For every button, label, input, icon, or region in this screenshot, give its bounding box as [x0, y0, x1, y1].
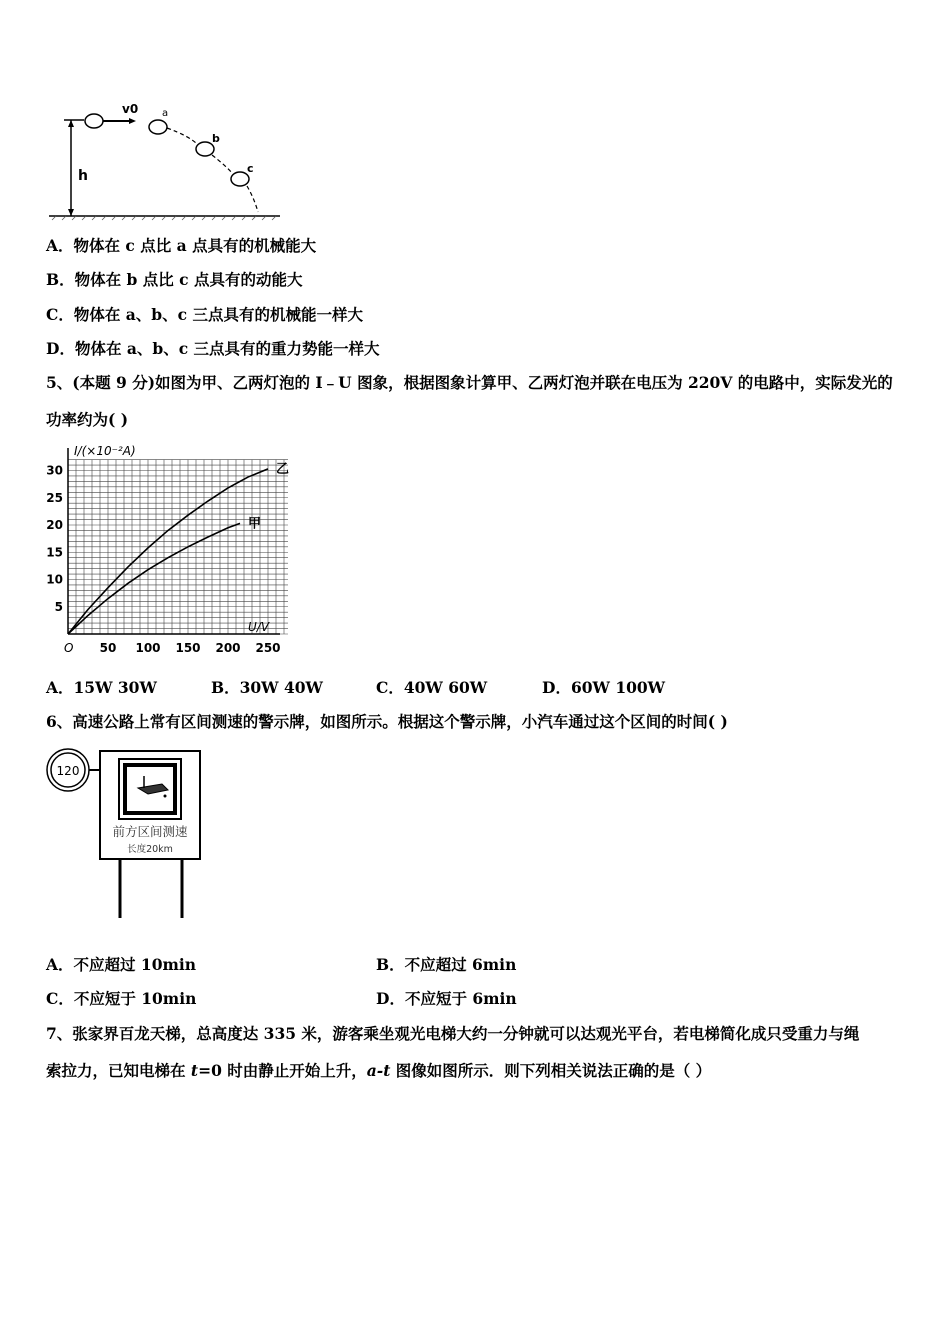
q7-text-line1: 7、张家界百龙天梯，总高度达 335 米，游客乘坐观光电梯大约一分钟就可以达观光平台，若电梯简化成只受重力与绳	[46, 1024, 860, 1043]
q7-text-part1: 索拉力，已知电梯在	[46, 1061, 191, 1080]
y-tick-label: 10	[46, 572, 63, 587]
point-a-label: a	[162, 108, 169, 119]
point-c-label: c	[247, 162, 254, 175]
y-tick-label: 20	[46, 518, 63, 532]
q6-option-c: C．不应短于 10min	[46, 989, 197, 1008]
q4-option-b: B．物体在 b 点比 c 点具有的动能大	[46, 270, 303, 289]
q5-option-b: B．30W 40W	[211, 678, 323, 697]
x-tick-label: 250	[255, 641, 281, 655]
q4-option-d: D．物体在 a、b、c 三点具有的重力势能一样大	[46, 339, 380, 358]
q7-var-at: a-t	[366, 1061, 391, 1080]
q7-var-t: t	[190, 1061, 199, 1080]
q6-text: 6、高速公路上常有区间测速的警示牌，如图所示。根据这个警示牌，小汽车通过这个区间的时间( )	[46, 712, 728, 731]
speed-limit-value: 120	[56, 764, 80, 778]
q7-text-line2	[46, 1061, 711, 1081]
series-label-1: 乙	[276, 461, 290, 477]
iu-chart	[40, 440, 290, 660]
point-b-label: b	[212, 132, 220, 145]
chart-xlabel: U/V	[248, 620, 270, 634]
x-tick-label: 200	[215, 641, 241, 655]
projectile-figure	[44, 100, 284, 222]
y-tick-label: 15	[46, 545, 63, 560]
q5-option-c: C．40W 60W	[376, 678, 488, 697]
q5-option-d: D．60W 100W	[542, 678, 666, 697]
speed-sign-figure	[44, 744, 214, 922]
series-line-1	[68, 469, 268, 634]
x-tick-label: 150	[175, 641, 201, 655]
q7-text-part3: 图像如图所示．则下列相关说法正确的是（ ）	[390, 1061, 712, 1080]
sign-title: 前方区间测速	[112, 824, 188, 839]
q6-option-a: A．不应超过 10min	[46, 955, 197, 974]
height-label: h	[78, 168, 88, 184]
y-tick-label: 30	[46, 463, 63, 478]
sign-length: 长度20km	[127, 844, 173, 855]
y-tick-label: 5	[54, 599, 63, 614]
q4-option-c: C．物体在 a、b、c 三点具有的机械能一样大	[46, 305, 363, 324]
q5-text-line1: 5、(本题 9 分)如图为甲、乙两灯泡的 I﹣U 图象，根据图象计算甲、乙两灯泡并联在电压为 220V 的电路中，实际发光的	[46, 373, 893, 392]
series-label-2: 甲	[248, 516, 262, 532]
y-tick-label: 25	[46, 490, 63, 505]
x-tick-label: 50	[99, 641, 117, 655]
q6-option-d: D．不应短于 6min	[376, 989, 517, 1008]
q5-text-line2: 功率约为( )	[46, 410, 129, 429]
q6-option-b: B．不应超过 6min	[376, 955, 517, 974]
v0-label: v0	[122, 102, 139, 116]
chart-origin: O	[64, 641, 74, 655]
q5-option-a: A．15W 30W	[46, 678, 157, 697]
chart-ylabel: I/(×10⁻²A)	[74, 444, 136, 458]
q7-text-part2: =0 时由静止开始上升，	[198, 1061, 367, 1080]
x-tick-label: 100	[135, 641, 161, 655]
q4-option-a: A．物体在 c 点比 a 点具有的机械能大	[46, 236, 317, 255]
